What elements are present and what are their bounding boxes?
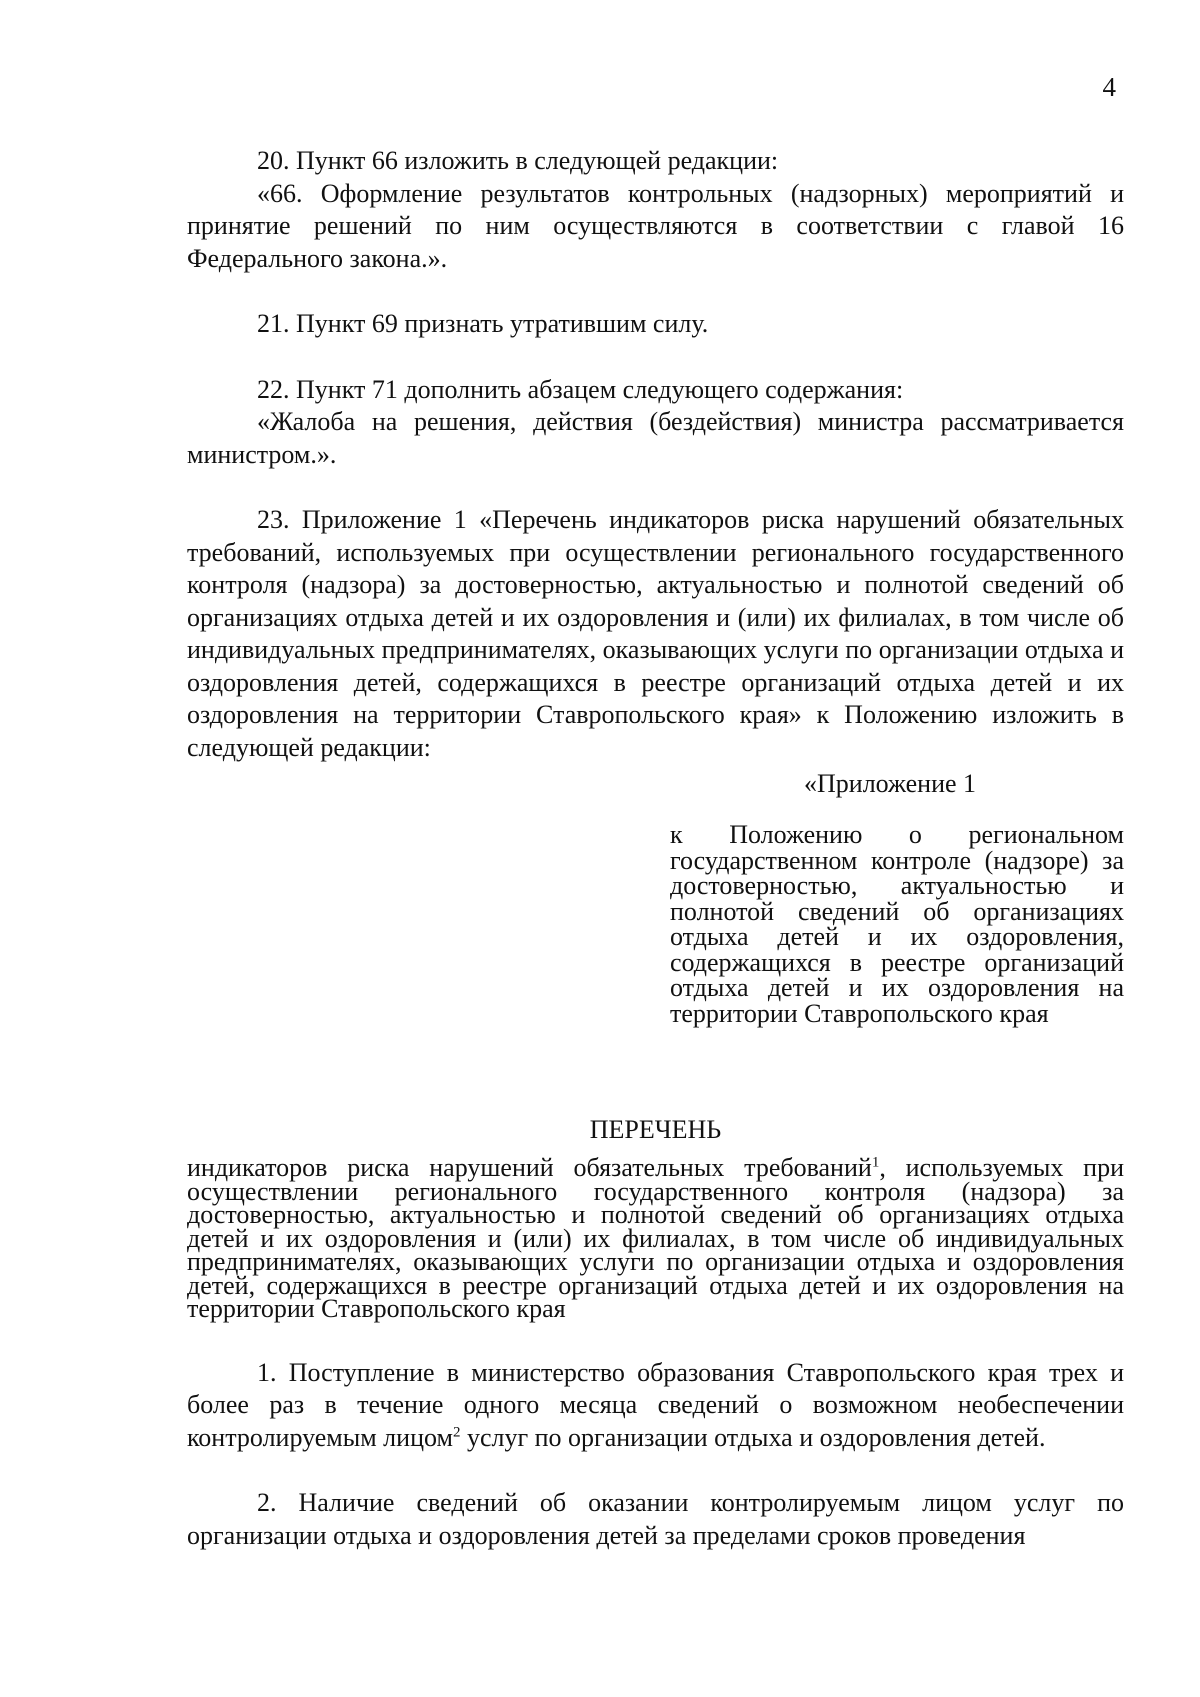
item-22-text: «Жалоба на решения, действия (бездействия) министра рассматривается министром.». (187, 407, 1124, 469)
item-20-heading: 20. Пункт 66 изложить в следующей редакции: (257, 146, 779, 175)
list-subtitle-text-1: индикаторов риска нарушений обязательных требований (187, 1153, 872, 1182)
list-point-2: 2. Наличие сведений об оказании контролируемым лицом услуг по организации отдыха и оздоровления детей за пределами сроков проведения (187, 1488, 1124, 1550)
item-23: 23. Приложение 1 «Перечень индикаторов риска нарушений обязательных требований, используемых при осуществлении регионального государственного контроля (надзора) за достоверностью, актуальностью и полнотой сведений об организациях отдыха детей и их оздоровления и (или) их филиалах, в том числе об индивидуальных предпринимателях, оказывающих услуги по организации отдыха и оздоровления детей, содержащихся в реестре организаций отдыха детей и их оздоровления на территории Ставропольского края» к Положению изложить в следующей редакции: (187, 505, 1124, 762)
list-point-1 (187, 1357, 1124, 1455)
item-22-heading: 22. Пункт 71 дополнить абзацем следующего содержания: (257, 374, 904, 404)
list-subtitle-text-2: , используемых при осуществлении регионального государственного контроля (надзора) за достоверностью, актуальностью и полнотой сведений об организациях отдыха детей и их оздоровления и (или) их филиалах, в том числе об индивидуальных предпринимателях, оказывающих услуги по организации отдыха и оздоровления детей, содержащихся в реестре организаций отдыха детей и их оздоровления на территории Ставропольского края (187, 1153, 1125, 1323)
appendix-description: к Положению о региональном государственном контроле (надзоре) за достоверностью, актуальностью и полнотой сведений об организациях отдыха детей и их оздоровления, содержащихся в реестре организаций отдыха детей и их оздоровления на территории Ставропольского края (670, 820, 1124, 1028)
page-number: 4 (1102, 72, 1116, 102)
item-20-text: «66. Оформление результатов контрольных (надзорных) мероприятий и принятие решений по ним осуществляются в соответствии с главой 16 Федерального закона.». (187, 178, 1124, 273)
list-point-1-text-1: 1. Поступление в министерство образования Ставропольского края трех и более раз в течение одного месяца сведений о возможном необеспечении контролируемым лицом (187, 1357, 1124, 1452)
item-21: 21. Пункт 69 признать утратившим силу. (257, 309, 709, 338)
list-subtitle (187, 1153, 1125, 1323)
appendix-title: «Приложение 1 (804, 769, 977, 798)
footnote-mark-1: 1 (871, 1154, 880, 1171)
document-body (187, 145, 1124, 1552)
list-heading: ПЕРЕЧЕНЬ (589, 1115, 722, 1144)
list-point-1-text-2: услуг по организации отдыха и оздоровления детей. (460, 1422, 1046, 1452)
footnote-mark-2: 2 (452, 1423, 461, 1440)
